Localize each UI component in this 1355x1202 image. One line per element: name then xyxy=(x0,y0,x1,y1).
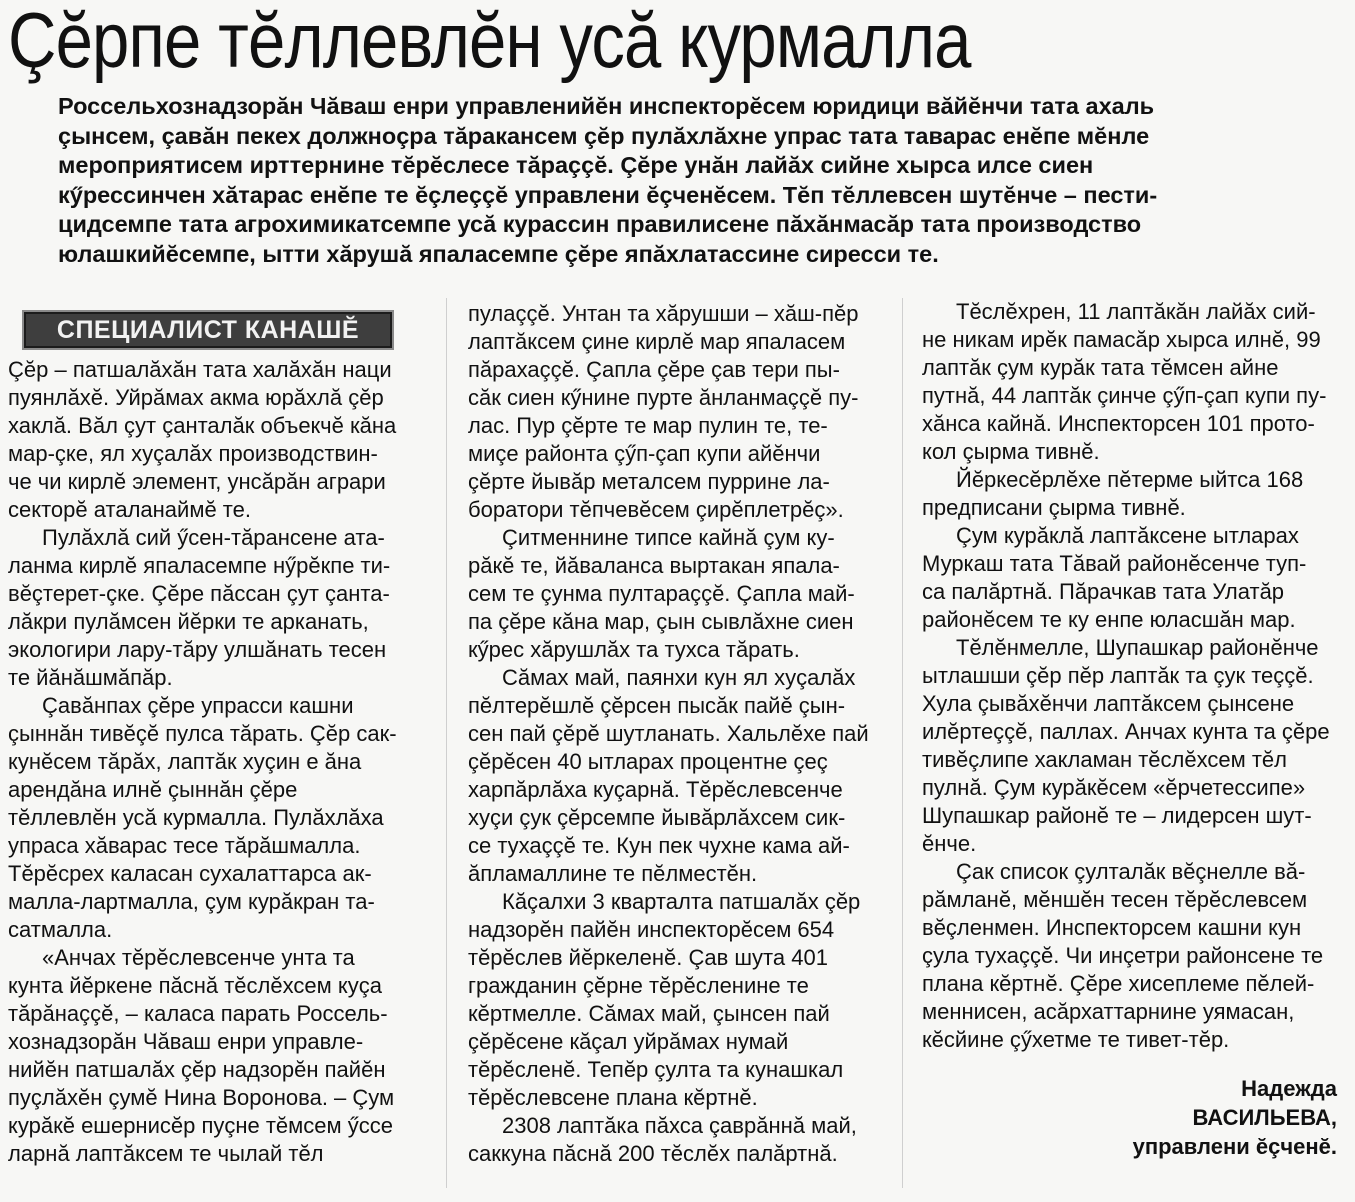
column-3-line: Çум курăклă лаптăксене ытларах xyxy=(956,523,1299,548)
article-column-2 xyxy=(468,300,888,1168)
column-2-line: саккуна пăснă 200 тĕслĕх палăртнă. xyxy=(468,1141,838,1166)
column-2-line: пăрахаççĕ. Çапла çĕре çав тери пы- xyxy=(468,357,840,382)
column-3-line: вĕçленмен. Инспекторсем кашни кун xyxy=(922,915,1302,940)
column-1-line: кунта йĕркене пăснă тĕслĕхсем куçа xyxy=(8,973,382,998)
column-1-line: Çĕр – патшалăхăн тата халăхăн наци xyxy=(8,357,392,382)
column-2-line: Сăмах май, паянхи кун ял хуçалăх xyxy=(502,665,856,690)
column-3-line: са палăртнă. Пăрачкав тата Улатăр xyxy=(922,579,1285,604)
column-3-line: Йĕркесĕрлĕхе пĕтерме ыйтса 168 xyxy=(956,467,1304,492)
column-2-line: ăпламаллине те пĕлместĕн. xyxy=(468,861,758,886)
column-3-line: Хула çывăхĕнчи лаптăксем çынсене xyxy=(922,691,1295,716)
column-1-line: вĕçтерет-çке. Çĕре пăссан çут çанта- xyxy=(8,581,390,606)
column-2-line: па çĕре кăна мар, çын сывлăхне сиен xyxy=(468,609,854,634)
column-1-line: хознадзорăн Чăваш енри управле- xyxy=(8,1029,364,1054)
column-2-line: сем те çунма пултараççĕ. Çапла май- xyxy=(468,581,855,606)
column-1-line: «Анчах тĕрĕслевсенче унта та xyxy=(42,945,355,970)
column-2-line: тĕрĕслев йĕркеленĕ. Çав шута 401 xyxy=(468,945,828,970)
column-1-line: малла-лартмалла, çум курăкран та- xyxy=(8,889,375,914)
column-3-line: ытлашши çĕр пĕр лаптăк та çук теççĕ. xyxy=(922,663,1314,688)
article-column-1 xyxy=(8,356,428,1168)
column-3-line: çула тухаççĕ. Чи инçетри районсене те xyxy=(922,943,1324,968)
column-1-line: тĕллевлĕн усă курмалла. Пулăхлăха xyxy=(8,805,384,830)
column-1-line: Тĕрĕсрех каласан сухалаттарса ак- xyxy=(8,861,372,886)
column-3-line: илĕртеççĕ, паллах. Анчах кунта та çĕре xyxy=(922,719,1330,744)
column-2-line: тĕрĕсленĕ. Тепĕр çулта та кунашкал xyxy=(468,1057,844,1082)
column-2-line: хуçи çук çĕрсемпе йывăрлăхсем сик- xyxy=(468,805,846,830)
column-3-line: тивĕçлипе хакламан тĕслĕхсем тĕл xyxy=(922,747,1287,772)
column-1-line: кунĕсем тăрăх, лаптăк хуçин е ăна xyxy=(8,749,362,774)
column-3-line: Çак список çулталăк вĕçнелле вă- xyxy=(956,859,1306,884)
author-first-name: Надежда xyxy=(1241,1076,1337,1101)
column-3-line: Тĕслĕхрен, 11 лаптăкăн лайăх сий- xyxy=(956,299,1316,324)
column-2-line: сăк сиен кӳнине пурте ăнланмаççĕ пу- xyxy=(468,385,859,410)
column-1-line: ланма кирлĕ япаласемпе нӳрĕкпе ти- xyxy=(8,553,391,578)
article-headline: Çĕрпе тĕллевлĕн усă курмалла xyxy=(8,0,971,84)
column-2-line: миçе районта çӳп-çап купи айĕнчи xyxy=(468,441,821,466)
lead-line: кӳрессинчен хăтарас енĕпе те ĕçлеççĕ управлени ĕçченĕсем. Тĕп тĕллевсен шутĕнче – пести- xyxy=(58,181,1158,208)
column-2-line: рăкĕ те, йăваланса выртакан япала- xyxy=(468,553,840,578)
column-1-line: ларнă лаптăксем те чылай тĕл xyxy=(8,1141,324,1166)
column-3-line: Муркаш тата Тăвай районĕсенче туп- xyxy=(922,551,1307,576)
column-1-line: нийĕн патшалăх çĕр надзорĕн пайĕн xyxy=(8,1057,386,1082)
column-1-line: упраса хăварас тесе тăрăшмалла. xyxy=(8,833,361,858)
column-2-line: çĕрте йывăр металсем пуррине ла- xyxy=(468,469,830,494)
column-1-line: те йăнăшмăпăр. xyxy=(8,665,173,690)
lead-line: цидсемпе тата агрохимикатсемпе усă курассин правилисене пăхăнмасăр тата производство xyxy=(58,211,1142,238)
column-divider xyxy=(446,298,447,1188)
column-1-line: лăкри пулăмсен йĕрки те арканать, xyxy=(8,609,369,634)
column-3-line: Шупашкар районĕ те – лидерсен шут- xyxy=(922,803,1312,828)
column-2-line: сен пай çĕрĕ шутланать. Хальлĕхе пай xyxy=(468,721,869,746)
column-1-line: экологири лару-тăру улшăнать тесен xyxy=(8,637,387,662)
column-3-line: плана кĕртнĕ. Çĕре хисеплеме пĕлей- xyxy=(922,971,1315,996)
lead-line: юлашкийĕсемпе, ытти хăрушă япаласемпе çĕре япăхлатассине сиресси те. xyxy=(58,240,939,267)
column-2-line: лаптăксем çине кирлĕ мар япаласем xyxy=(468,329,846,354)
article-lead xyxy=(58,92,1318,270)
column-1-line: Çавăнпах çĕре упрасси кашни xyxy=(42,693,354,718)
column-1-line: Пулăхлă сий ӳсен-тăрансене ата- xyxy=(42,525,385,550)
column-3-line: хăнса кайнă. Инспекторсен 101 прото- xyxy=(922,411,1315,436)
column-1-line: çыннăн тивĕçĕ пулса тăрать. Çĕр сак- xyxy=(8,721,397,746)
author-signature xyxy=(1077,1074,1337,1161)
column-1-line: тăрăнаççĕ, – каласа парать Россель- xyxy=(8,1001,388,1026)
column-2-line: çĕрĕсен 40 ытларах процентне çеç xyxy=(468,749,828,774)
column-1-line: пуçлăхĕн çумĕ Нина Воронова. – Çум xyxy=(8,1085,395,1110)
column-3-line: предписани çырма тивнĕ. xyxy=(922,495,1186,520)
lead-line: Россельхознадзорăн Чăваш енри управленийĕн инспекторĕсем юридици вăйĕнчи тата ахаль xyxy=(58,93,1155,119)
column-3-line: лаптăк çум курăк тата тĕмсен айне xyxy=(922,355,1279,380)
column-2-line: çĕрĕсене кăçал уйрăмах нумай xyxy=(468,1029,789,1054)
column-3-line: кĕсйине çӳхетме те тивет-тĕр. xyxy=(922,1027,1230,1052)
column-2-line: лас. Пур çĕрте те мар пулин те, те- xyxy=(468,413,828,438)
column-2-line: 2308 лаптăка пăхса çаврăннă май, xyxy=(502,1113,857,1138)
column-2-line: гражданин çĕрне тĕрĕсленине те xyxy=(468,973,809,998)
column-3-line: пулнă. Çум курăкĕсем «ĕрчетессипе» xyxy=(922,775,1306,800)
article-column-3 xyxy=(922,298,1342,1054)
column-divider xyxy=(902,298,903,1188)
column-1-line: мар-çке, ял хуçалăх производствин- xyxy=(8,441,378,466)
column-3-line: районĕсем те ку енпе юласшăн мар. xyxy=(922,607,1296,632)
column-2-line: се тухаççĕ те. Кун пек чухне кама ай- xyxy=(468,833,850,858)
column-2-line: боратори тĕпчевĕсем çирĕплетрĕç». xyxy=(468,497,844,522)
column-2-line: пĕлтерĕшлĕ çĕрсен пысăк пайĕ çын- xyxy=(468,693,846,718)
lead-line: çынсем, çавăн пекех должноçра тăракансем çĕр пулăхлăхне упрас тата таварас енĕпе мĕнле xyxy=(58,122,1150,149)
column-2-line: харпăрлăха куçарнă. Тĕрĕслевсенче xyxy=(468,777,843,802)
lead-line: мероприятисем ирттернине тĕрĕслесе тăраççĕ. Çĕре унăн лайăх сийне хырса илсе сиен xyxy=(58,152,1094,179)
column-3-line: кол çырма тивнĕ. xyxy=(922,439,1100,464)
column-1-line: сатмалла. xyxy=(8,917,113,942)
column-2-line: Çитменнине типсе кайнă çум ку- xyxy=(502,525,835,550)
column-3-line: ĕнче. xyxy=(922,831,977,856)
column-1-line: арендăна илнĕ çыннăн çĕре xyxy=(8,777,298,802)
column-1-line: че чи кирлĕ элемент, унсăрăн аграри xyxy=(8,469,386,494)
column-3-line: рăмланĕ, мĕншĕн тесен тĕрĕслевсем xyxy=(922,887,1308,912)
column-1-line: пуянлăхĕ. Уйрăмах акма юрăхлă çĕр xyxy=(8,385,384,410)
column-2-line: надзорĕн пайĕн инспекторĕсем 654 xyxy=(468,917,835,942)
column-2-line: кĕртмелле. Сăмах май, çынсен пай xyxy=(468,1001,830,1026)
column-1-line: курăкĕ ешернисĕр пуçне тĕмсем ӳссе xyxy=(8,1113,393,1138)
rubric-label: СПЕЦИАЛИСТ КАНАШĔ xyxy=(22,310,394,350)
column-1-line: секторĕ аталанаймĕ те. xyxy=(8,497,251,522)
column-3-line: путнă, 44 лаптăк çинче çӳп-çап купи пу- xyxy=(922,383,1327,408)
column-3-line: меннисен, асăрхаттарнине уямасан, xyxy=(922,999,1295,1024)
column-2-line: Кăçалхи 3 кварталта патшалăх çĕр xyxy=(502,889,861,914)
column-2-line: тĕрĕслевсене плана кĕртнĕ. xyxy=(468,1085,758,1110)
column-3-line: не никам ирĕк памасăр хырса илнĕ, 99 xyxy=(922,327,1321,352)
column-3-line: Тĕлĕнмелле, Шупашкар районĕнче xyxy=(956,635,1319,660)
column-2-line: пулаççĕ. Унтан та хăрушши – хăш-пĕр xyxy=(468,301,859,326)
author-role: управлени ĕçченĕ. xyxy=(1132,1134,1337,1159)
column-1-line: хаклă. Вăл çут çанталăк объекчĕ кăна xyxy=(8,413,397,438)
column-2-line: кӳрес хăрушлăх та тухса тăрать. xyxy=(468,637,800,662)
author-last-name: ВАСИЛЬЕВА, xyxy=(1192,1105,1337,1130)
